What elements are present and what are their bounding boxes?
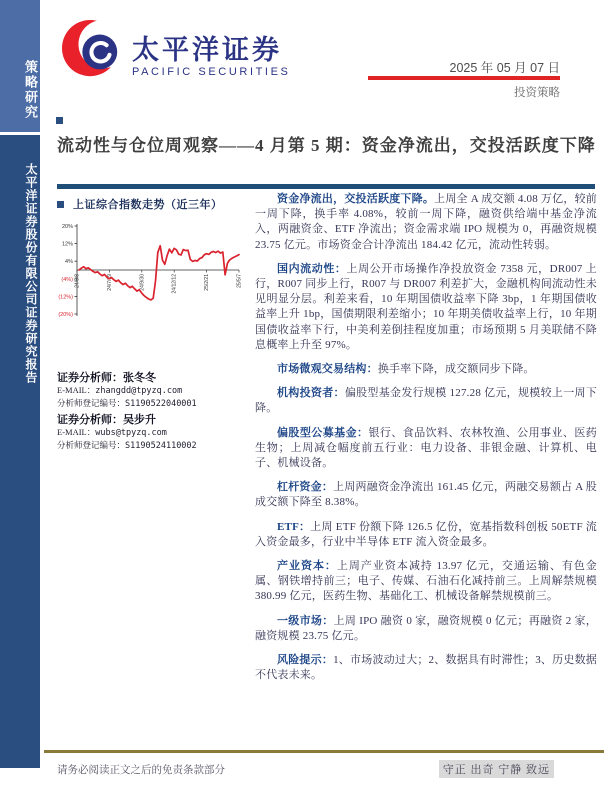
summary-paragraph xyxy=(255,386,597,416)
x-tick-label: 25/2/21 xyxy=(204,274,211,291)
analyst-list xyxy=(57,371,251,452)
cert-value: S1190524110002 xyxy=(125,440,197,451)
y-tick-label: (20%) xyxy=(58,312,73,318)
logo-english-name: PACIFIC SECURITIES xyxy=(132,66,291,78)
summary-paragraph xyxy=(255,192,597,253)
analyst-email xyxy=(57,385,251,398)
summary-paragraph xyxy=(255,262,597,353)
email-value: wubs@tpyzq.com xyxy=(95,428,167,438)
analyst-name-value: 吴步升 xyxy=(123,414,156,426)
paragraph-lead: 国内流动性： xyxy=(277,262,347,275)
y-tick-label: (4%) xyxy=(61,276,73,283)
cert-value: S1190522040001 xyxy=(125,398,197,409)
summary-paragraph xyxy=(255,559,597,605)
chart-header xyxy=(57,196,251,212)
line-chart xyxy=(57,220,245,342)
logo-text-block xyxy=(132,36,290,78)
x-tick-label: 24/12/12 xyxy=(171,274,178,294)
decorative-square xyxy=(56,117,63,124)
analyst-name xyxy=(57,413,251,427)
summary-paragraph xyxy=(255,653,597,683)
paragraph-text: 上周 ETF 份额下降 126.5 亿份，宽基指数科创板 50ETF 流入资金最多，行业中半导体 ETF 流入资金最多。 xyxy=(255,520,597,548)
sidebar-company-band xyxy=(0,135,40,768)
cert-label: 分析师登记编号： xyxy=(57,397,126,408)
square-bullet-icon xyxy=(57,201,64,208)
paragraph-text: 上周产业资本减持 13.97 亿元，交通运输、有色金属、钢铁增持前三；电子、传媒、石油石化减持前三。上周解禁规模 380.99 亿元，医药生物、基础化工、机械设备解禁规模前三。 xyxy=(255,560,598,603)
chart-title: 上证综合指数走势（近三年） xyxy=(73,199,223,211)
analyst-name xyxy=(57,371,251,385)
paragraph-lead: 资金净流出，交投活跃度下降。 xyxy=(277,193,435,205)
paragraph-lead: 机构投资者： xyxy=(277,387,345,400)
report-category: 投资策略 xyxy=(514,87,560,99)
x-tick-label: 24/5/8 xyxy=(74,274,81,288)
paragraph-text: 上周公开市场操作净投放资金 7358 元，DR007 上行，R007 同步上行，R007 与 DR007 利差扩大，金融机构间流动性未见明显分层。利差来看，10 年期国债收益率下降 3bp，1 年期国债收益率上升 1bp，国债期限利差缩小；10 年期美债收益率上行，10 年期国债收益率下行，中美利差倒挂程度加重；市场预期 5 月美联储不降息概率上升至 97%。 xyxy=(255,262,597,351)
analyst-cert xyxy=(57,440,251,453)
logo-chinese-name: 太平洋证券 xyxy=(132,35,282,65)
pacific-securities-logo-icon xyxy=(62,12,124,90)
summary-paragraph xyxy=(255,520,597,550)
report-title: 流动性与仓位周观察——4 月第 5 期：资金净流出，交投活跃度下降 xyxy=(57,136,596,155)
paragraph-text: 上周两融资金净流出 161.45 亿元，两融交易额占 A 股成交额下降至 8.38%。 xyxy=(255,481,597,509)
paragraph-lead: 产业资本： xyxy=(277,560,337,573)
footer-divider xyxy=(44,750,604,753)
y-tick-label: 12% xyxy=(61,241,73,248)
paragraph-lead: 偏股型公募基金： xyxy=(277,426,369,439)
paragraph-text: 1、市场波动过大；2、数据具有时滞性；3、历史数据不代表未来。 xyxy=(255,654,597,682)
cert-label: 分析师登记编号： xyxy=(57,439,126,450)
analyst-role-label: 证券分析师： xyxy=(57,414,123,426)
email-label: E-MAIL： xyxy=(57,385,96,395)
title-divider xyxy=(57,184,595,189)
report-date: 2025 年 05 月 07 日 xyxy=(449,61,560,75)
y-tick-label: (12%) xyxy=(58,294,73,301)
paragraph-lead: 杠杆资金： xyxy=(277,481,334,494)
paragraph-text: 偏股型基金发行规模 127.28 亿元，规模较上一周下降。 xyxy=(255,387,597,415)
paragraph-text: 银行、食品饮料、农林牧渔、公用事业、医药生物；上周减仓幅度前五行业：电力设备、非银金融、计算机、电子、机械设备。 xyxy=(255,426,597,470)
paragraph-text: 上周全 A 成交额 4.08 万亿，较前一周下降，换手率 4.08%，较前一周下降，融资供给端中基金净流入，两融资金、ETF 净流出；资金需求端 IPO 规模为 0，再融资规模 23.75 亿元。市场资金合计净流出 184.42 亿元，流动性转弱。 xyxy=(255,193,597,251)
analyst-role-label: 证券分析师： xyxy=(57,372,123,384)
red-divider xyxy=(368,76,560,80)
analyst-name-value: 张冬冬 xyxy=(123,372,156,384)
email-label: E-MAIL： xyxy=(57,427,96,437)
paragraph-lead: 市场微观交易结构： xyxy=(277,363,378,376)
sidebar-category-label: 策略研究 xyxy=(23,60,38,120)
summary-paragraph xyxy=(255,480,597,510)
summary-paragraph xyxy=(255,362,597,377)
paragraph-lead: 一级市场： xyxy=(277,614,334,627)
x-tick-label: 24/9/30 xyxy=(139,274,146,291)
paragraph-text: 上周 IPO 融资 0 家，融资规模 0 亿元；再融资 2 家，融资规模 23.75 亿元。 xyxy=(255,614,597,642)
paragraph-text: 换手率下降，成交额同步下降。 xyxy=(377,363,535,376)
summary-paragraph xyxy=(255,426,597,472)
x-tick-label: 25/5/7 xyxy=(236,274,243,288)
sidebar-company-label: 太平洋证券股份有限公司证券研究报告 xyxy=(24,163,38,384)
y-tick-label: 4% xyxy=(65,259,73,266)
email-value: zhangdd@tpyzq.com xyxy=(95,386,183,396)
index-trend-chart xyxy=(57,220,251,347)
paragraph-lead: ETF： xyxy=(277,520,311,533)
chart-line xyxy=(79,246,239,300)
analyst-email xyxy=(57,427,251,440)
summary-paragraph xyxy=(255,614,597,644)
report-summary xyxy=(255,192,597,692)
left-column xyxy=(57,196,251,452)
analyst-cert xyxy=(57,398,251,411)
sidebar-category-band xyxy=(0,0,40,132)
paragraph-lead: 风险提示： xyxy=(277,654,334,667)
y-tick-label: 20% xyxy=(61,224,73,230)
footer-motto: 守正 出奇 宁静 致远 xyxy=(439,760,554,778)
footer-disclaimer: 请务必阅读正文之后的免责条款部分 xyxy=(57,765,225,776)
x-tick-label: 24/7/19 xyxy=(106,274,113,291)
